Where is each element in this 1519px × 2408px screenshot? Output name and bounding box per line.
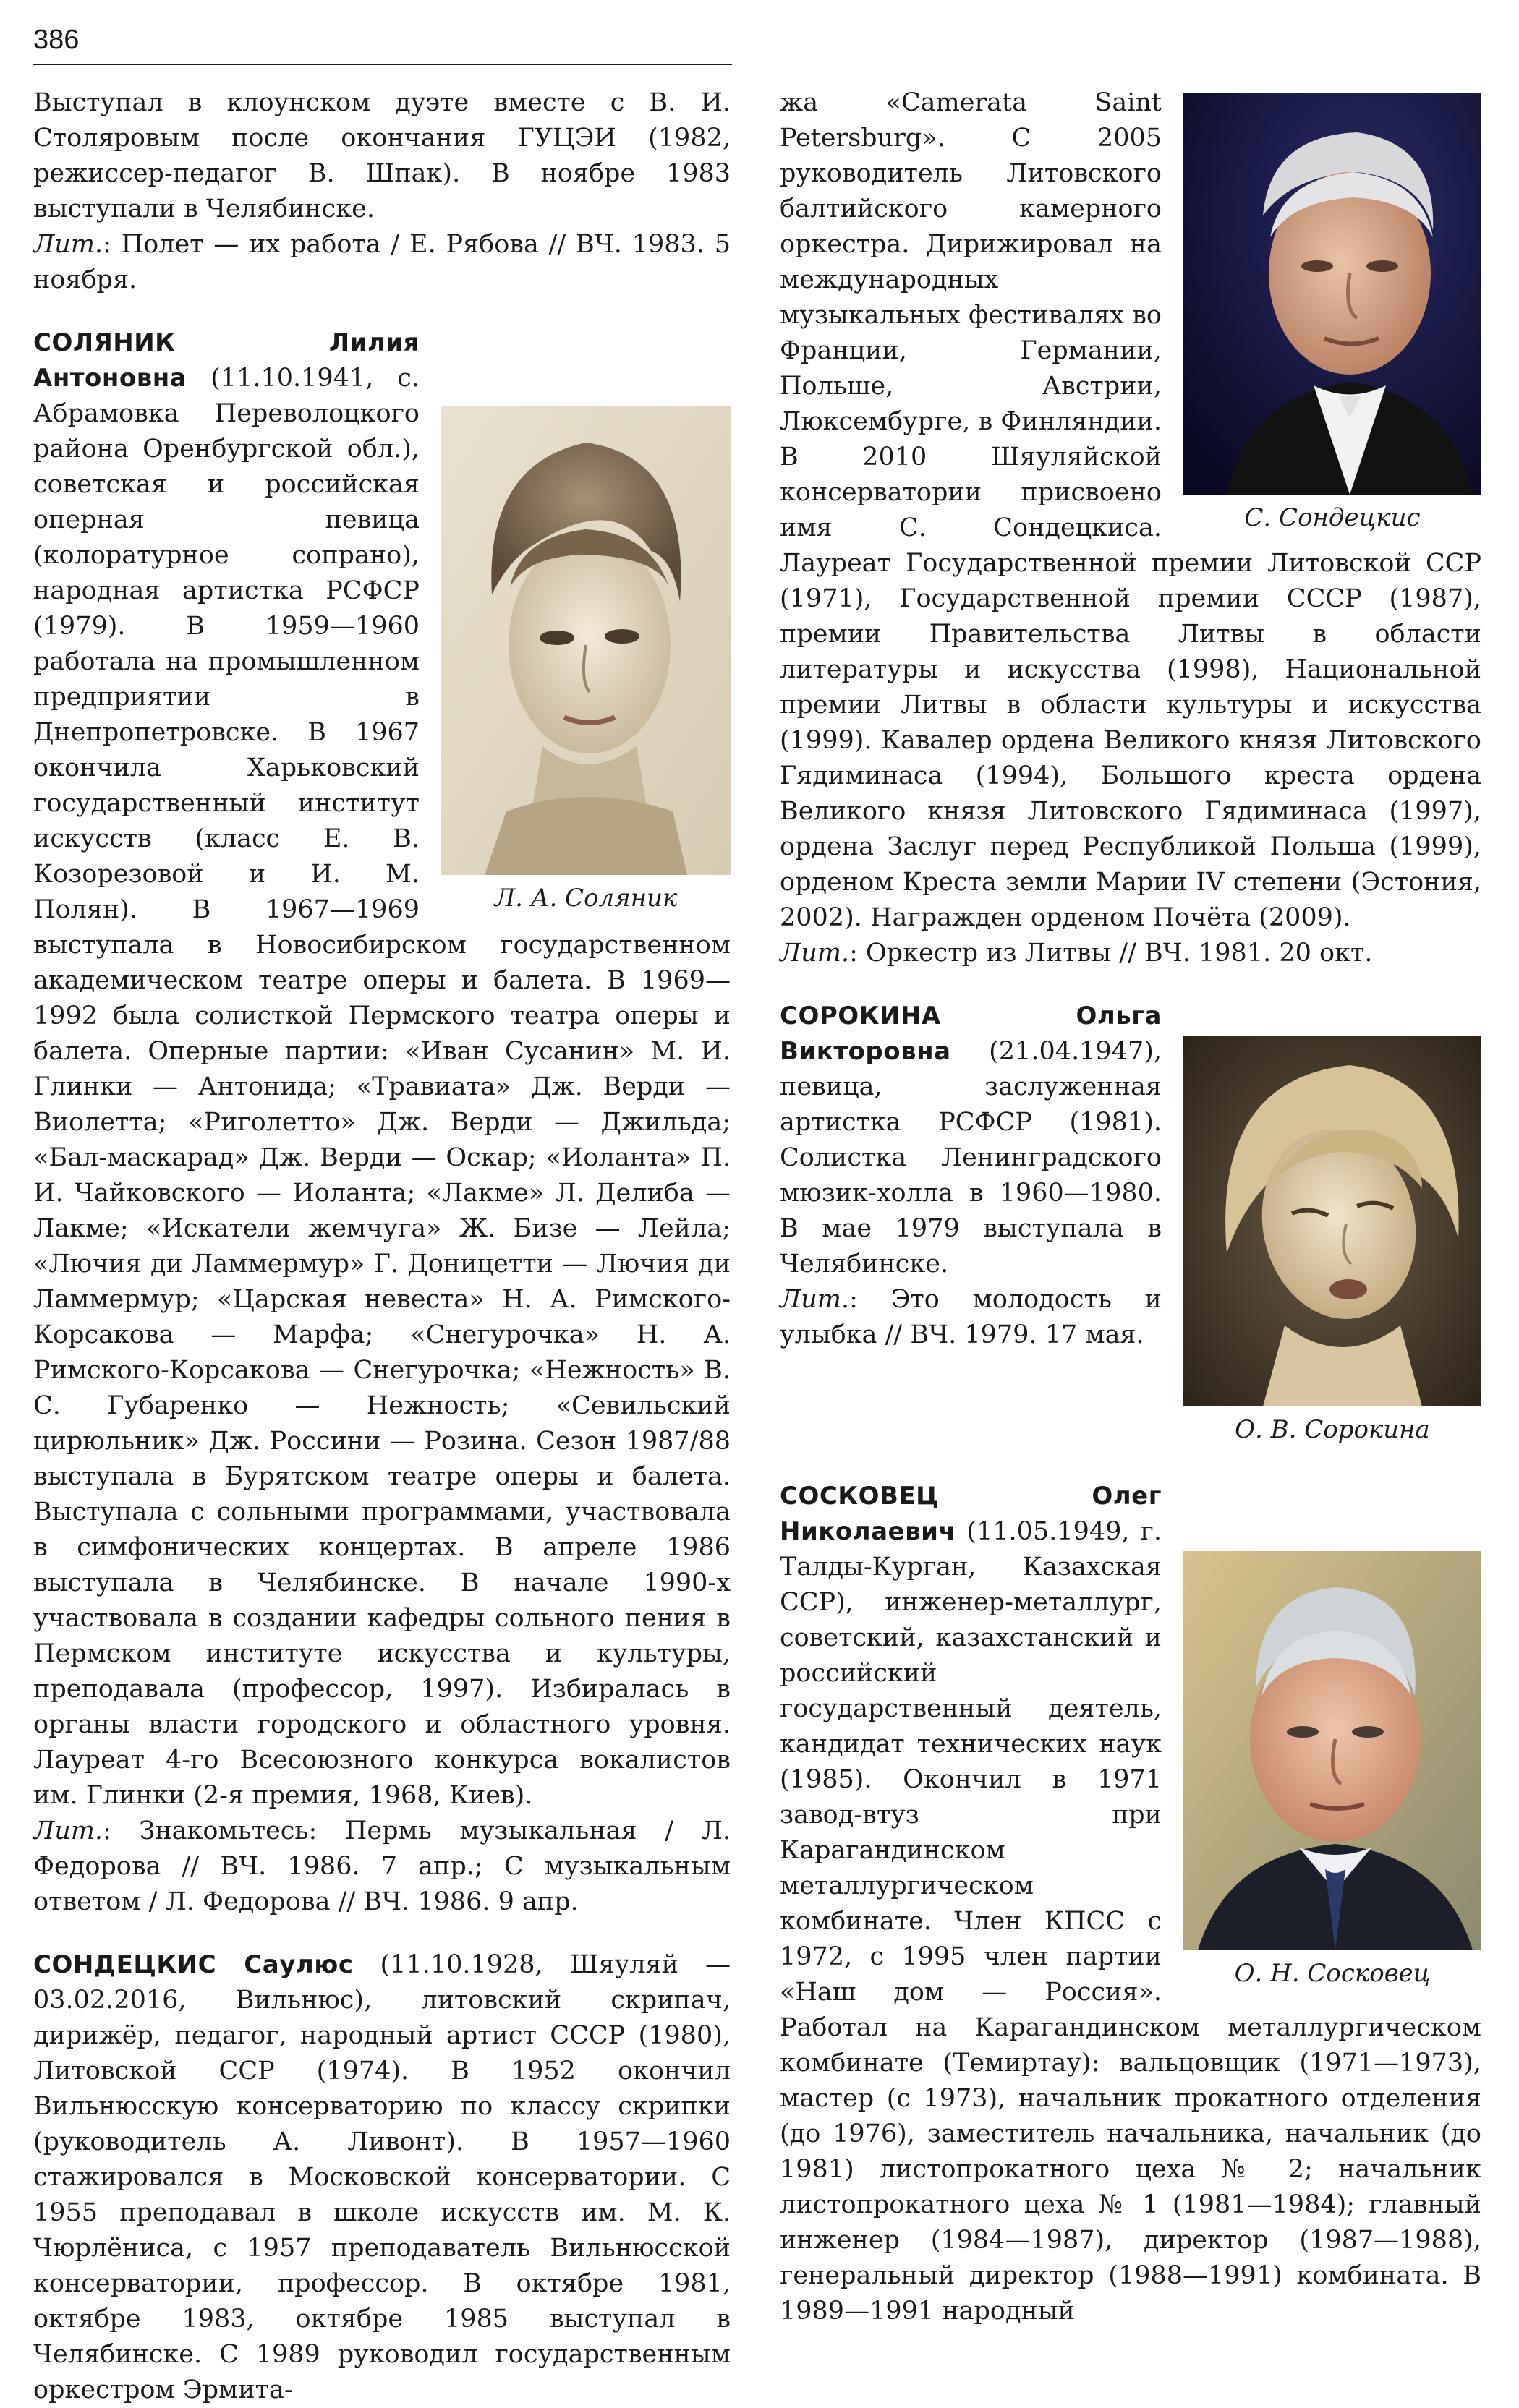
portrait-soskovec-image [1183, 1551, 1481, 1950]
left-column [33, 85, 731, 2404]
solyanik-literature [33, 1814, 731, 1920]
caption-soskovec: О. Н. Сосковец [1234, 1959, 1431, 1988]
solyanik-body: (11.10.1941, с. Абрамовка Переволоцкого района Оренбургской обл.), советская и российская оперная певица (колоратурное сопрано), народная артистка РСФСР (1979). В 1959—1960 работала на промышленном предприятии в Днепропетровске. В 1967 окончила Харьковский государственный институт искусств (класс Е. В. Козорезовой и И. М. Полян). В 1967—1969 выступала в Новосибирском государственном академическом театре оперы и балета. В 1969—1992 была солисткой Пермского театра оперы и балета. Оперные партии: «Иван Сусанин» М. И. Глинки — Антонида; «Травиата» Дж. Верди — Виолетта; «Риголетто» Дж. Верди — Джильда; «Бал-маскарад» Дж. Верди — Оскар; «Иоланта» П. И. Чайковского — Иоланта; «Лакме» Л. Делиба — Лакме; «Искатели жемчуга» Ж. Бизе — Лейла; «Лючия ди Ламмермур» Г. Доницетти — Лючия ди Ламмермур; «Царская невеста» Н. А. Римского-Корсакова — Марфа; «Снегурочка» Н. А. Римского-Корсакова — Снегурочка; «Нежность» В. С. Губаренко — Нежность; «Севильский цирюльник» Дж. Россини — Розина. Сезон 1987/88 выступала в Бурятском театре оперы и балета. Выступала с сольными программами, участвовала в симфонических концертах. В апреле 1986 выступала в Челябинске. В начале 1990-х участвовала в создании кафедры сольного пения в Пермском институте искусства и культуры, преподавала (профессор, 1997). Избиралась в органы власти городского и областного уровня. Лауреат 4-го Всесоюзного конкурса вокалистов им. Глинки (2-я премия, 1968, Киев). [33, 364, 731, 1810]
headword-sorokina: СОРОКИНА Ольга Викторовна [780, 1002, 1162, 1066]
portrait-sorokina-image [1183, 1036, 1481, 1406]
soskovec-body: (11.05.1949, г. Талды-Курган, Казахская ССР), инженер-металлург, советский, казахстанский и российский государственный деятель, кандидат технических наук (1985). Окончил в 1971 завод-втуз при Карагандинском металлургическом комбинате. Член КПСС с 1972, с 1995 член партии «Наш дом — Россия». Работал на Карагандинском металлургическом комбинате (Темиртау): вальцовщик (1971—1973), мастер (с 1973), начальник прокатного отделения (до 1976), заместитель начальника, начальник (до 1981) листопрокатного цеха № 2; начальник листопрокатного цеха № 1 (1981—1984); главный инженер (1984—1987), директор (1987—1988), генеральный директор (1988—1991) комбината. В 1989—1991 народный [780, 1517, 1481, 2326]
portrait-solyanik [441, 406, 731, 875]
entry-sondeckis-continued [780, 85, 1481, 971]
entry-sondeckis-text [33, 1947, 731, 2408]
figure-solyanik [441, 406, 731, 913]
caption-sorokina: О. В. Сорокина [1235, 1415, 1430, 1444]
sorokina-body: (21.04.1947), певица, заслуженная артистка РСФСР (1981). Солистка Ленинградского мюзик-холла в 1960—1980. В мае 1979 выступала в Челябинске. [780, 1037, 1162, 1278]
figure-sorokina [1183, 1036, 1481, 1444]
lit-label: Лит. [33, 230, 103, 259]
headword-soskovec: СОСКОВЕЦ Олег Николаевич [780, 1482, 1162, 1546]
entry-solyanik [33, 325, 731, 1920]
sondeckis-literature [780, 936, 1481, 971]
entry-continuation [33, 85, 731, 298]
portrait-solyanik-image [441, 406, 731, 875]
right-column [780, 85, 1481, 2326]
headword-sondeckis: СОНДЕЦКИС Саулюс [33, 1950, 354, 1979]
entry-sorokina [780, 999, 1481, 1451]
headword-solyanik: СОЛЯНИК Лилия Антоновна [33, 328, 420, 393]
lit-text: : Знакомьтесь: Пермь музыкальная / Л. Федорова // ВЧ. 1986. 7 апр.; С музыкальным ответом / Л. Федорова // ВЧ. 1986. 9 апр. [33, 1816, 731, 1916]
entry-soskovec [780, 1479, 1481, 2329]
lit-label: Лит. [33, 1816, 103, 1845]
lit-label: Лит. [780, 1285, 850, 1314]
lit-text: : Полет — их работа / Е. Рябова // ВЧ. 1983. 5 ноября. [33, 230, 731, 294]
continuation-literature [33, 227, 731, 298]
portrait-sondeckis-image [1183, 93, 1481, 495]
portrait-soskovec [1183, 1551, 1481, 1950]
figure-soskovec [1183, 1551, 1481, 1988]
continuation-text: Выступал в клоунском дуэте вместе с В. И. Столяровым после окончания ГУЦЭИ (1982, режиссер-педагог В. Шпак). В ноябре 1983 выступали в Челябинске. [33, 88, 731, 223]
caption-solyanik: Л. А. Соляник [494, 884, 678, 913]
portrait-sondeckis [1183, 93, 1481, 495]
entry-sondeckis [33, 1947, 731, 2408]
lit-text: : Это молодость и улыбка // ВЧ. 1979. 17 мая. [780, 1285, 1162, 1349]
page-number: 386 [33, 25, 80, 55]
sondeckis-continued-text: жа «Camerata Saint Petersburg». С 2005 руководитель Литовского балтийского камерного оркестра. Дирижировал на международных музыкальных фестивалях во Франции, Германии, Польше, Австрии, Люксембурге, в Финляндии. В 2010 Шяуляйской консерватории присвоено имя С. Сондецкиса. Лауреат Государственной премии Литовской ССР (1971), Государственной премии СССР (1987), премии Правительства Литвы в области литературы и искусства (1998), Национальной премии Литвы в области культуры и искусства (1999). Кавалер ордена Великого князя Литовского Гядиминаса (1994), Большого креста ордена Великого князя Литовского Гядиминаса (1997), ордена Заслуг перед Республикой Польша (1999), орденом Креста земли Марии IV степени (Эстония, 2002). Награжден орденом Почёта (2009). [780, 88, 1481, 932]
caption-sondeckis: С. Сондецкис [1244, 503, 1421, 532]
lit-text: : Оркестр из Литвы // ВЧ. 1981. 20 окт. [849, 939, 1373, 968]
header-rule [33, 64, 732, 65]
sondeckis-body: (11.10.1928, Шяуляй — 03.02.2016, Вильнюс), литовский скрипач, дирижёр, педагог, народный артист СССР (1980), Литовской ССР (1974). В 1952 окончил Вильнюсскую консерваторию по классу скрипки (руководитель А. Ливонт). В 1957—1960 стажировался в Московской консерватории. С 1955 преподавал в школе искусств им. М. К. Чюрлёниса, с 1957 преподаватель Вильнюсской консерватории, профессор. В октябре 1981, октябре 1983, октябре 1985 выступал в Челябинске. С 1989 руководил государственным оркестром Эрмита- [33, 1950, 731, 2404]
lit-label: Лит. [780, 939, 850, 968]
portrait-sorokina [1183, 1036, 1481, 1406]
figure-sondeckis [1183, 93, 1481, 532]
